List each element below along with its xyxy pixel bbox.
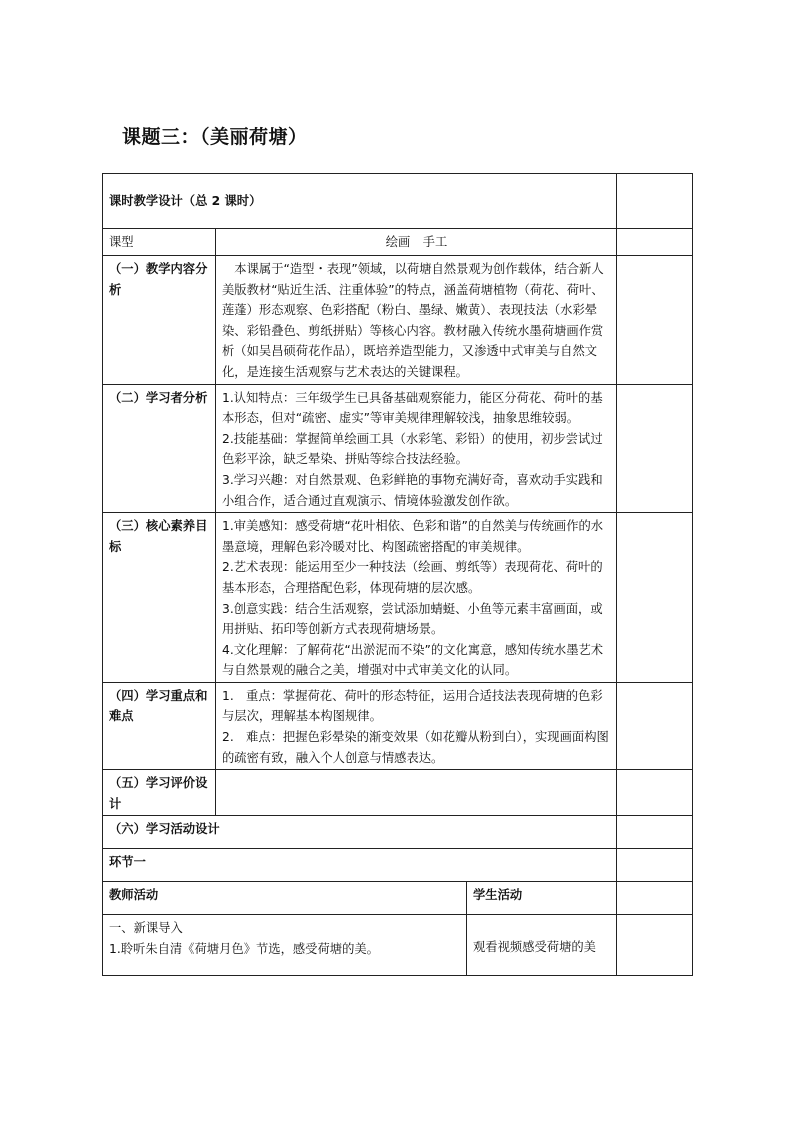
key-points-label: （四）学习重点和难点	[103, 682, 216, 769]
blank-cell	[617, 513, 693, 683]
blank-cell	[617, 256, 693, 385]
stage-label: 环节一	[103, 849, 617, 882]
teacher-activity-line: 一、新课导入	[109, 921, 183, 936]
activity-row	[103, 915, 693, 976]
list-item: 1.认知特点：三年级学生已具备基础观察能力，能区分荷花、荷叶的基本形态，但对“疏密、虚实”等审美规律理解较浅，抽象思维较弱。	[222, 390, 603, 426]
blank-cell	[617, 816, 693, 849]
blank-cell	[617, 882, 693, 915]
type-label: 课型	[103, 229, 216, 256]
type-value: 绘画 手工	[216, 229, 617, 256]
content-analysis-text	[216, 256, 617, 385]
list-item: 3.创意实践：结合生活观察，尝试添加蜻蜓、小鱼等元素丰富画面，或用拼贴、拓印等创新方式表现荷塘场景。	[222, 601, 603, 637]
list-item: 2. 难点：把握色彩晕染的渐变效果（如花瓣从粉到白），实现画面构图的疏密有致，融入个人创意与情感表达。	[222, 730, 609, 765]
evaluation-content	[216, 770, 617, 816]
core-goals-text	[216, 513, 617, 683]
student-activity-text: 观看视频感受荷塘的美	[473, 940, 596, 955]
core-goals-label: （三）核心素养目标	[103, 513, 216, 683]
stage-row	[103, 849, 693, 882]
teacher-activity-line: 1.聆听朱自清《荷塘月色》节选，感受荷塘的美。	[109, 942, 379, 957]
list-item: 4.文化理解：了解荷花“出淤泥而不染”的文化寓意，感知传统水墨艺术与自然景观的融合之美，增强对中式审美文化的认同。	[222, 642, 604, 678]
evaluation-label: （五）学习评价设计	[103, 770, 216, 816]
key-points-row	[103, 682, 693, 769]
blank-cell	[617, 174, 693, 229]
content-analysis-label: （一）教学内容分析	[103, 256, 216, 385]
list-item: 3.学习兴趣：对自然景观、色彩鲜艳的事物充满好奇，喜欢动手实践和小组合作，适合通过直观演示、情境体验激发创作欲。	[222, 472, 603, 508]
core-goals-row	[103, 513, 693, 683]
lesson-design-table	[102, 173, 693, 976]
blank-cell	[617, 915, 693, 976]
teacher-activity	[103, 915, 467, 976]
student-column-header: 学生活动	[467, 882, 617, 915]
design-header: 课时教学设计（总 2 课时）	[103, 174, 617, 229]
list-item: 2.艺术表现：能运用至少一种技法（绘画、剪纸等）表现荷花、荷叶的基本形态，合理搭配色彩，体现荷塘的层次感。	[222, 560, 603, 595]
activities-row	[103, 816, 693, 849]
blank-cell	[617, 770, 693, 816]
learner-analysis-label: （二）学习者分析	[103, 384, 216, 513]
design-header-row	[103, 174, 693, 229]
activities-label: （六）学习活动设计	[103, 816, 617, 849]
content-analysis-paragraph: 本课属于“造型・表现”领域，以荷塘自然景观为创作载体，结合新人美版教材“贴近生活、注重体验”的特点，涵盖荷塘植物（荷花、荷叶、莲蓬）形态观察、色彩搭配（粉白、墨绿、嫩黄）、表现技法（水彩晕染、彩铅叠色、剪纸拼贴）等核心内容。教材融入传统水墨荷塘画作赏析（如吴昌硕荷花作品），既培养造型能力，又渗透中式审美与自然文化，是连接生活观察与艺术表达的关键课程。	[222, 262, 604, 379]
list-item: 2.技能基础：掌握简单绘画工具（水彩笔、彩铅）的使用，初步尝试过色彩平涂，缺乏晕染、拼贴等综合技法经验。	[222, 431, 603, 467]
learner-analysis-row	[103, 384, 693, 513]
teacher-column-header: 教师活动	[103, 882, 467, 915]
key-points-text	[216, 682, 617, 769]
page-title: 课题三：（美丽荷塘）	[122, 126, 308, 148]
learner-analysis-text	[216, 384, 617, 513]
list-item: 1.审美感知：感受荷塘“花叶相依、色彩和谐”的自然美与传统画作的水墨意境，理解色彩冷暖对比、构图疏密搭配的审美规律。	[222, 519, 604, 554]
blank-cell	[617, 682, 693, 769]
student-activity	[467, 915, 617, 976]
blank-cell	[617, 384, 693, 513]
type-row	[103, 229, 693, 256]
evaluation-row	[103, 770, 693, 816]
columns-row	[103, 882, 693, 915]
content-analysis-row	[103, 256, 693, 385]
blank-cell	[617, 229, 693, 256]
blank-cell	[617, 849, 693, 882]
list-item: 1. 重点：掌握荷花、荷叶的形态特征，运用合适技法表现荷塘的色彩与层次，理解基本构图规律。	[222, 688, 603, 724]
